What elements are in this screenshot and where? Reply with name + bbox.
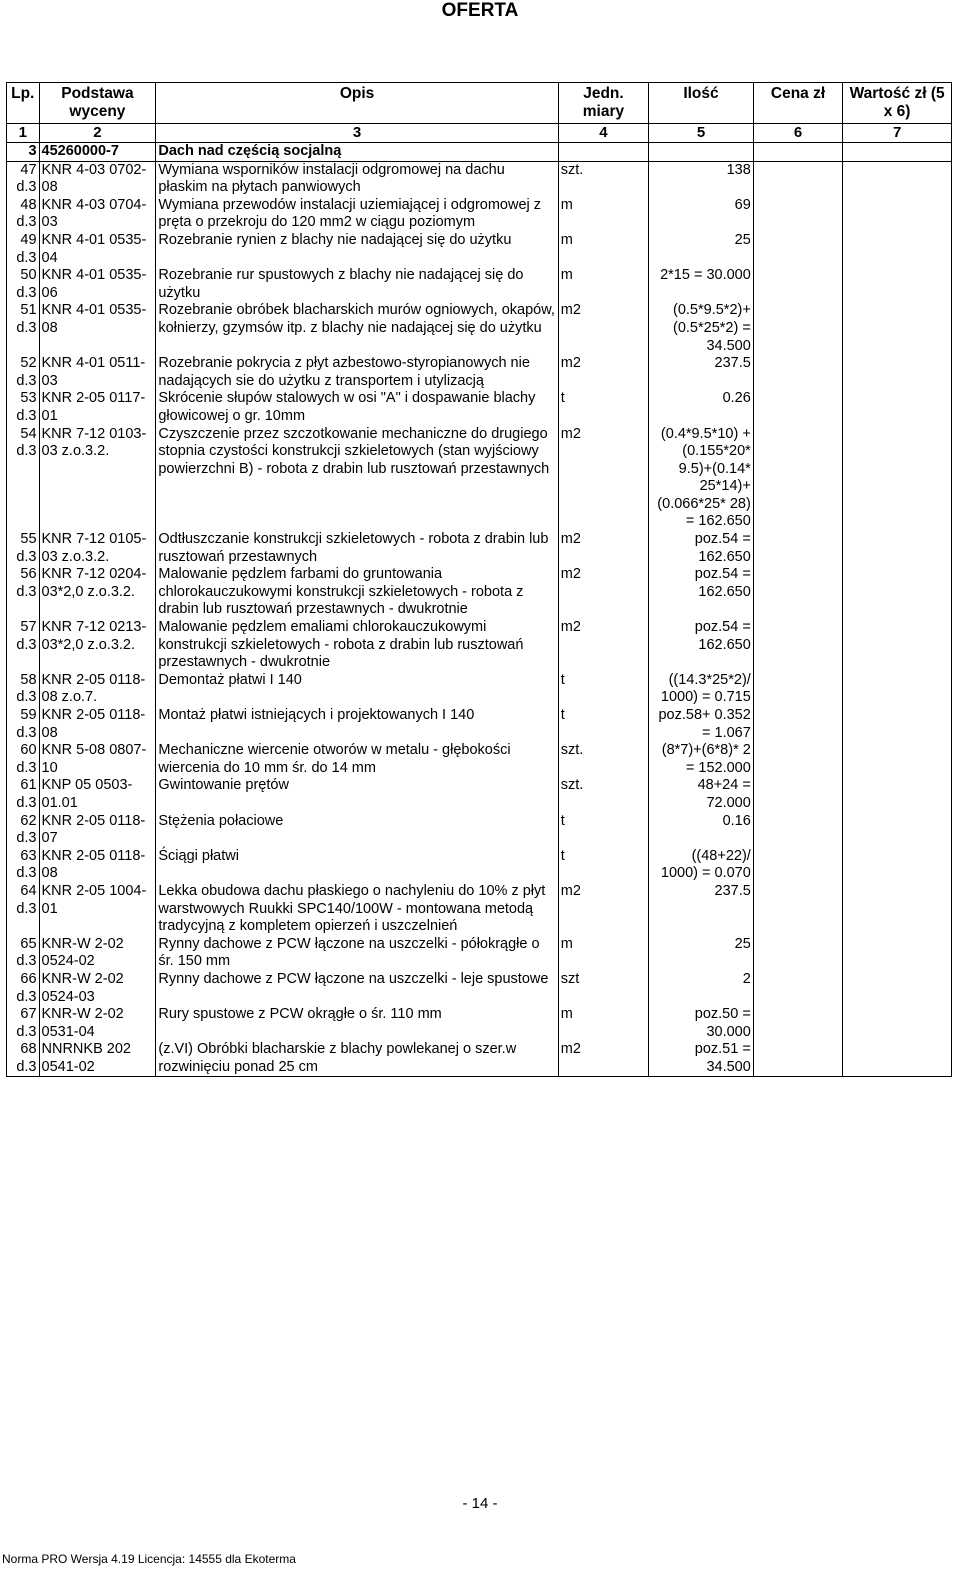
row-unit: szt [558,971,648,1006]
header-qty: Ilość [649,83,754,124]
row-qty: 237.5 [649,883,754,936]
row-lp: 60 d.3 [7,742,40,777]
row-lp: 66 d.3 [7,971,40,1006]
section-base: 45260000-7 [39,143,156,162]
row-value [843,1041,952,1077]
row-base: KNR 2-05 0118-08 z.o.7. [39,672,156,707]
row-base: KNR-W 2-02 0524-03 [39,971,156,1006]
row-base: KNR 4-01 0511-03 [39,355,156,390]
table-row [7,1041,952,1077]
row-base: KNR 4-01 0535-06 [39,267,156,302]
row-unit: m2 [558,531,648,566]
row-value [843,707,952,742]
row-base: KNR 4-01 0535-08 [39,302,156,355]
table-row [7,302,952,355]
col-number: 2 [39,124,156,143]
row-unit: m2 [558,1041,648,1077]
row-lp: 47 d.3 [7,161,40,197]
table-row [7,777,952,812]
row-base: KNR 2-05 0118-07 [39,813,156,848]
row-price [753,1041,842,1077]
row-value [843,302,952,355]
row-price [753,971,842,1006]
row-unit: t [558,672,648,707]
table-row [7,390,952,425]
row-desc: Rozebranie rynien z blachy nie nadającej się do użytku [156,232,558,267]
row-lp: 52 d.3 [7,355,40,390]
row-price [753,742,842,777]
row-desc: Rury spustowe z PCW okrągłe o śr. 110 mm [156,1006,558,1041]
row-desc: Rozebranie pokrycia z płyt azbestowo-styropianowych nie nadających sie do użytku z transportem i utylizacją [156,355,558,390]
header-value: Wartość zł (5 x 6) [843,83,952,124]
row-price [753,197,842,232]
row-base: KNP 05 0503-01.01 [39,777,156,812]
row-lp: 50 d.3 [7,267,40,302]
row-desc: Czyszczenie przez szczotkowanie mechaniczne do drugiego stopnia czystości konstrukcji szkieletowych (stan wyjściowy powierzchni B) - robota z drabin lub rusztowań przestawnych [156,426,558,532]
row-qty: poz.54 = 162.650 [649,531,754,566]
row-base: KNR 2-05 0118-08 [39,848,156,883]
row-price [753,936,842,971]
row-desc: Stężenia połaciowe [156,813,558,848]
row-price [753,161,842,197]
row-qty: 48+24 = 72.000 [649,777,754,812]
row-desc: Rozebranie obróbek blacharskich murów ogniowych, okapów, kołnierzy, gzymsów itp. z blachy nie nadającej się do użytku [156,302,558,355]
section-row [7,143,952,162]
row-qty: ((48+22)/ 1000) = 0.070 [649,848,754,883]
row-lp: 54 d.3 [7,426,40,532]
row-desc: Wymiana wsporników instalacji odgromowej na dachu płaskim na płytach panwiowych [156,161,558,197]
section-desc: Dach nad częścią socjalną [156,143,558,162]
row-unit: szt. [558,161,648,197]
table-row [7,232,952,267]
row-qty: 2 [649,971,754,1006]
row-desc: (z.VI) Obróbki blacharskie z blachy powlekanej o szer.w rozwinięciu ponad 25 cm [156,1041,558,1077]
row-unit: m2 [558,426,648,532]
row-price [753,619,842,672]
row-qty: poz.50 = 30.000 [649,1006,754,1041]
table-row [7,936,952,971]
row-qty: 138 [649,161,754,197]
row-value [843,777,952,812]
row-base: KNR 7-12 0213-03*2,0 z.o.3.2. [39,619,156,672]
row-value [843,936,952,971]
row-unit: m2 [558,566,648,619]
row-qty: 25 [649,936,754,971]
row-lp: 59 d.3 [7,707,40,742]
row-price [753,848,842,883]
row-base: KNR 4-01 0535-04 [39,232,156,267]
row-price [753,302,842,355]
row-price [753,566,842,619]
row-qty: poz.51 = 34.500 [649,1041,754,1077]
row-value [843,267,952,302]
table-row [7,1006,952,1041]
column-number-row [7,124,952,143]
row-unit: m2 [558,302,648,355]
table-header-row [7,83,952,124]
row-lp: 61 d.3 [7,777,40,812]
row-base: KNR 4-03 0704-03 [39,197,156,232]
row-unit: t [558,848,648,883]
row-price [753,883,842,936]
row-qty: poz.58+ 0.352 = 1.067 [649,707,754,742]
row-desc: Malowanie pędzlem emaliami chlorokauczukowymi konstrukcji szkieletowych - robota z drabin lub rusztowań przestawnych - dwukrotnie [156,619,558,672]
row-price [753,267,842,302]
row-qty: (0.5*9.5*2)+ (0.5*25*2) = 34.500 [649,302,754,355]
row-base: KNR 7-12 0204-03*2,0 z.o.3.2. [39,566,156,619]
row-price [753,355,842,390]
row-value [843,742,952,777]
section-unit [558,143,648,162]
row-qty: 237.5 [649,355,754,390]
row-lp: 63 d.3 [7,848,40,883]
col-number: 5 [649,124,754,143]
row-unit: szt. [558,777,648,812]
col-number: 6 [753,124,842,143]
row-price [753,813,842,848]
row-value [843,426,952,532]
section-lp: 3 [7,143,40,162]
row-base: NNRNKB 202 0541-02 [39,1041,156,1077]
row-base: KNR-W 2-02 0531-04 [39,1006,156,1041]
row-price [753,232,842,267]
row-base: KNR 4-03 0702-08 [39,161,156,197]
row-price [753,426,842,532]
col-number: 1 [7,124,40,143]
row-qty: 69 [649,197,754,232]
table-row [7,848,952,883]
row-qty: 0.16 [649,813,754,848]
table-row [7,267,952,302]
row-value [843,197,952,232]
row-qty: 2*15 = 30.000 [649,267,754,302]
table-row [7,883,952,936]
row-qty: poz.54 = 162.650 [649,566,754,619]
row-qty: (0.4*9.5*10) +(0.155*20* 9.5)+(0.14* 25*14)+ (0.066*25* 28) = 162.650 [649,426,754,532]
row-lp: 67 d.3 [7,1006,40,1041]
row-desc: Demontaż płatwi I 140 [156,672,558,707]
row-price [753,1006,842,1041]
row-unit: m2 [558,883,648,936]
row-unit: szt. [558,742,648,777]
table-row [7,531,952,566]
offer-table [6,82,952,1077]
row-lp: 48 d.3 [7,197,40,232]
row-base: KNR 2-05 0117-01 [39,390,156,425]
row-value [843,619,952,672]
table-row [7,355,952,390]
row-value [843,566,952,619]
row-base: KNR 2-05 1004-01 [39,883,156,936]
row-price [753,777,842,812]
row-desc: Rynny dachowe z PCW łączone na uszczelki - leje spustowe [156,971,558,1006]
row-unit: m [558,936,648,971]
row-lp: 55 d.3 [7,531,40,566]
row-qty: (8*7)+(6*8)* 2 = 152.000 [649,742,754,777]
row-desc: Montaż płatwi istniejących i projektowanych I 140 [156,707,558,742]
row-desc: Rozebranie rur spustowych z blachy nie nadającej się do użytku [156,267,558,302]
table-row [7,619,952,672]
row-unit: t [558,813,648,848]
row-lp: 62 d.3 [7,813,40,848]
row-price [753,531,842,566]
table-row [7,672,952,707]
row-lp: 58 d.3 [7,672,40,707]
row-unit: m [558,1006,648,1041]
table-row [7,742,952,777]
row-lp: 68 d.3 [7,1041,40,1077]
row-desc: Gwintowanie prętów [156,777,558,812]
row-unit: m2 [558,619,648,672]
row-value [843,848,952,883]
row-value [843,531,952,566]
row-base: KNR 7-12 0103-03 z.o.3.2. [39,426,156,532]
row-unit: m [558,267,648,302]
header-lp: Lp. [7,83,40,124]
row-desc: Odtłuszczanie konstrukcji szkieletowych - robota z drabin lub rusztowań przestawnych [156,531,558,566]
row-base: KNR 5-08 0807-10 [39,742,156,777]
col-number: 4 [558,124,648,143]
row-qty: 25 [649,232,754,267]
row-lp: 65 d.3 [7,936,40,971]
row-value [843,161,952,197]
row-lp: 51 d.3 [7,302,40,355]
row-desc: Ściągi płatwi [156,848,558,883]
license-note: Norma PRO Wersja 4.19 Licencja: 14555 dla Ekoterma [2,1552,296,1566]
row-value [843,1006,952,1041]
row-desc: Rynny dachowe z PCW łączone na uszczelki - półokrągłe o śr. 150 mm [156,936,558,971]
row-lp: 64 d.3 [7,883,40,936]
table-row [7,813,952,848]
section-qty [649,143,754,162]
table-row [7,707,952,742]
table-row [7,971,952,1006]
section-value [843,143,952,162]
row-desc: Skrócenie słupów stalowych w osi "A" i dospawanie blachy głowicowej o gr. 10mm [156,390,558,425]
table-row [7,566,952,619]
page-title: OFERTA [441,0,519,21]
row-value [843,971,952,1006]
row-value [843,355,952,390]
row-price [753,707,842,742]
row-desc: Lekka obudowa dachu płaskiego o nachyleniu do 10% z płyt warstwowych Ruukki SPC140/100W - montowana metodą tradycyjną z kompletem opierzeń i uszczelnień [156,883,558,936]
row-unit: m [558,197,648,232]
row-value [843,232,952,267]
row-value [843,813,952,848]
row-unit: m2 [558,355,648,390]
row-qty: 0.26 [649,390,754,425]
row-unit: m [558,232,648,267]
page-number: - 14 - [462,1495,498,1512]
row-base: KNR-W 2-02 0524-02 [39,936,156,971]
table-row [7,161,952,197]
header-unit: Jedn. miary [558,83,648,124]
header-price: Cena zł [753,83,842,124]
row-value [843,883,952,936]
row-unit: t [558,707,648,742]
row-desc: Mechaniczne wiercenie otworów w metalu - głębokości wiercenia do 10 mm śr. do 14 mm [156,742,558,777]
row-desc: Malowanie pędzlem farbami do gruntowania chlorokauczukowymi konstrukcji szkieletowych - robota z drabin lub rusztowań przestawnych - dwukrotnie [156,566,558,619]
col-number: 7 [843,124,952,143]
row-price [753,390,842,425]
table-row [7,426,952,532]
row-lp: 56 d.3 [7,566,40,619]
header-desc: Opis [156,83,558,124]
row-unit: t [558,390,648,425]
section-price [753,143,842,162]
header-base: Podstawa wyceny [39,83,156,124]
row-lp: 49 d.3 [7,232,40,267]
row-qty: poz.54 = 162.650 [649,619,754,672]
row-lp: 53 d.3 [7,390,40,425]
row-desc: Wymiana przewodów instalacji uziemiającej i odgromowej z pręta o przekroju do 120 mm2 w ciągu poziomym [156,197,558,232]
row-qty: ((14.3*25*2)/ 1000) = 0.715 [649,672,754,707]
row-base: KNR 7-12 0105-03 z.o.3.2. [39,531,156,566]
row-lp: 57 d.3 [7,619,40,672]
row-value [843,672,952,707]
row-value [843,390,952,425]
row-base: KNR 2-05 0118-08 [39,707,156,742]
table-row [7,197,952,232]
col-number: 3 [156,124,558,143]
row-price [753,672,842,707]
